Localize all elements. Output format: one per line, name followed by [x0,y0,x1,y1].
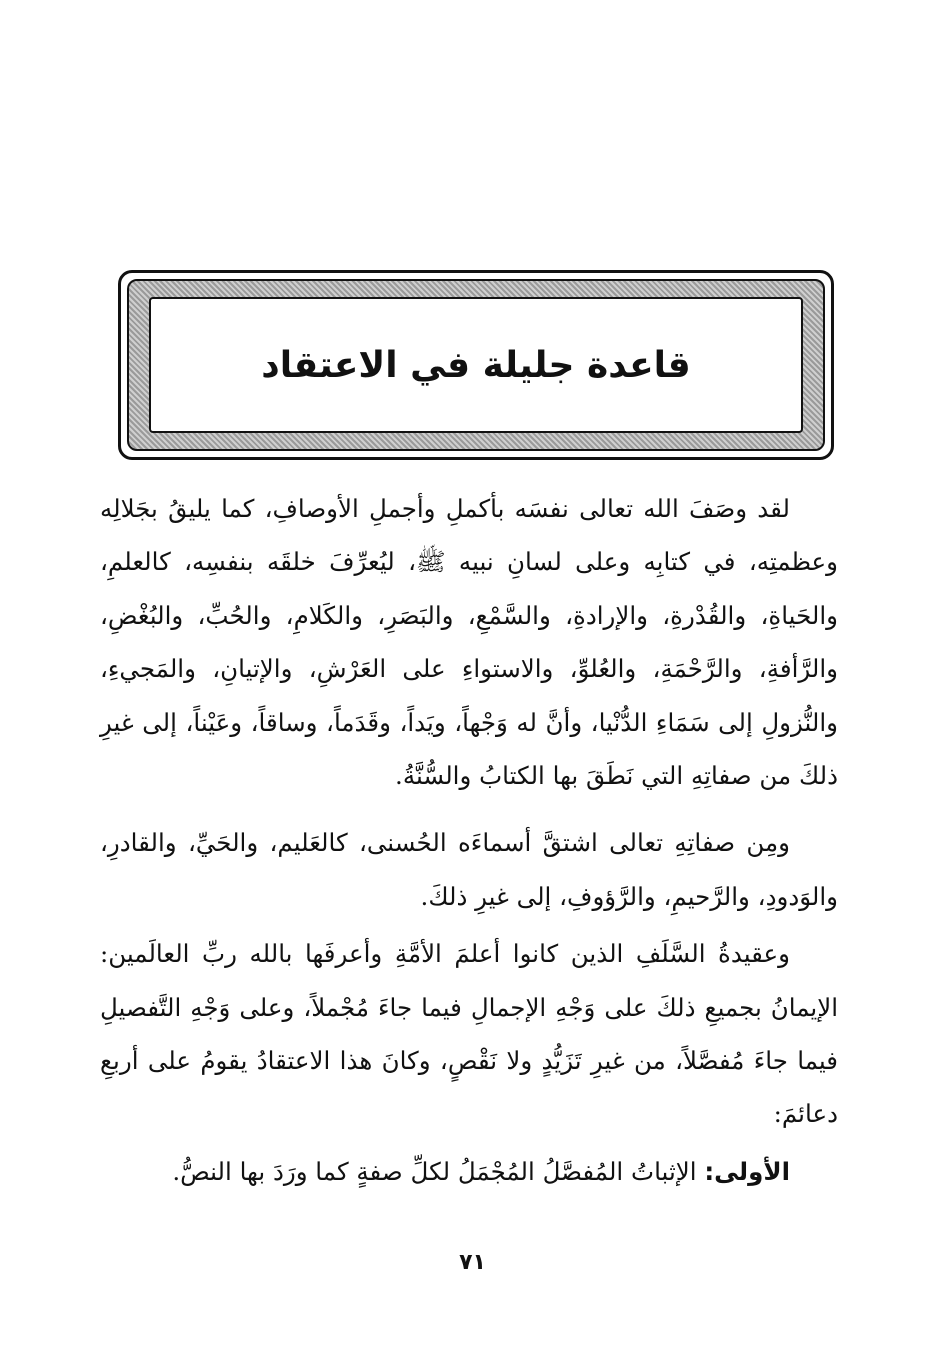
paragraph-2: ومِن صفاتِهِ تعالى اشتقَّ أسماءَه الحُسنى، كالعَليم، والحَيِّ، والقادرِ، والوَدودِ، والرَّحيمِ، والرَّؤوفِ، إلى غيرِ ذلكَ. [100,828,838,911]
title-frame [118,270,834,460]
paragraph-4-text: الإثباتُ المُفصَّلُ المُجْمَلُ لكلِّ صفةٍ كما ورَدَ بها النصُّ. [172,1156,705,1186]
title-box [149,297,803,433]
chapter-title: قاعدة جليلة في الاعتقاد [261,344,691,386]
paragraph-4-lead: الأولى: [704,1156,790,1186]
paragraph-4 [100,1145,838,1198]
paragraph-1: لقد وصَفَ الله تعالى نفسَه بأكملِ وأجملِ الأوصافِ، كما يليقُ بجَلالِه وعظمتِه، في كتابِه وعلى لسانِ نبيه ﷺ، ليُعرِّفَ خلقَه بنفسِه، كالعلمِ، والحَياةِ، والقُدْرةِ، والإرادةِ، والسَّمْعِ، والبَصَرِ، والكَلامِ، والحُبِّ، والبُغْضِ، والرَّأفةِ، والرَّحْمَةِ، والعُلوِّ، والاستواءِ على العَرْشِ، والإتيانِ، والمَجيءِ، والنُّزولِ إلى سَمَاءِ الدُّنْيا، وأنَّ له وَجْهاً، ويَداً، وقَدَماً، وساقاً، وعَيْناً، إلى غيرِ ذلكَ من صفاتِهِ التي نَطَقَ بها الكتابُ والسُّنَّةُ. [100,494,838,791]
paragraph-3: وعقيدةُ السَّلَفِ الذين كانوا أعلمَ الأمَّةِ وأعرفَها بالله ربِّ العالَمين: الإيمانُ بجميعِ ذلكَ على وَجْهِ الإجمالِ فيما جاءَ مُجْملاً، وعلى وَجْهِ التَّفصيلِ فيما جاءَ مُفصَّلاً، من غيرِ تَزَيُّدٍ ولا نَقْصٍ، وكانَ هذا الاعتقادُ يقومُ على أربعِ دعائمَ: [100,939,838,1129]
body-text [100,482,838,1212]
page-number: ٧١ [459,1250,486,1275]
